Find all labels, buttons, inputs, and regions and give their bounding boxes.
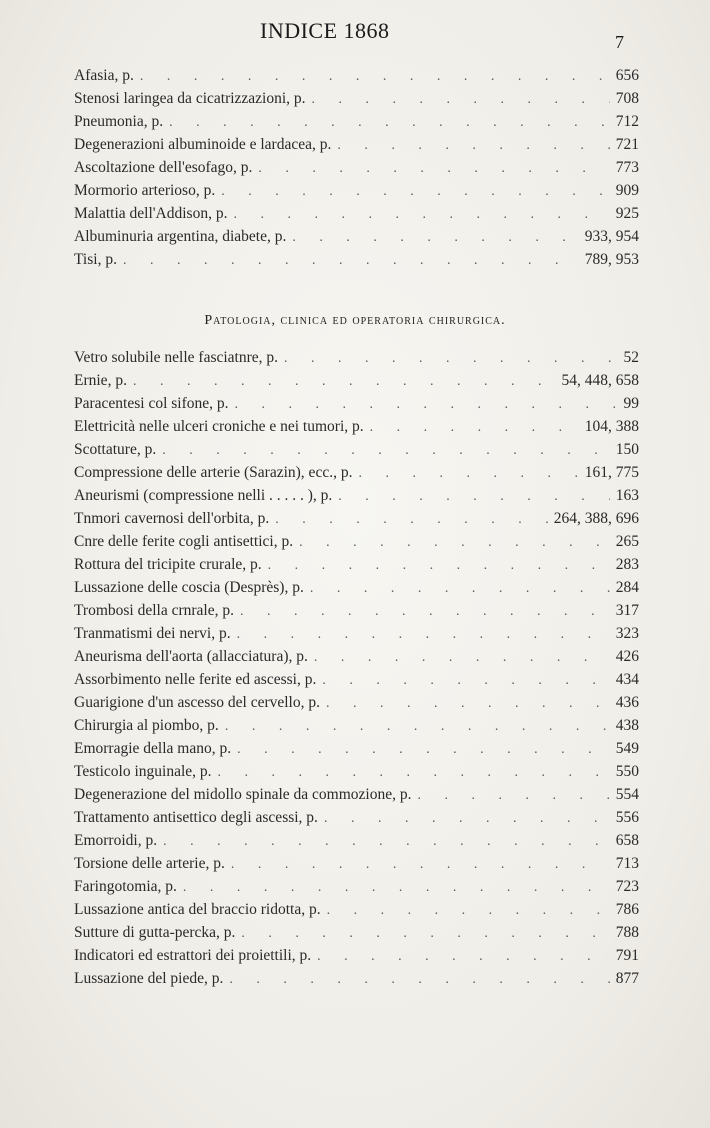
dot-leader: [258, 157, 609, 180]
entry-title: Guarigione d'un ascesso del cervello, p.: [74, 694, 320, 711]
page-references: 54, 448, 658: [561, 372, 639, 389]
entry-title: Rottura del tricipite crurale, p.: [74, 556, 262, 573]
entry-title: Tranmatismi dei nervi, p.: [74, 625, 231, 642]
dot-leader: [358, 462, 578, 485]
entry-title: Emorragie della mano, p.: [74, 740, 232, 757]
index-entry: [74, 438, 639, 461]
entry-title: Faringotomia, p.: [74, 878, 177, 895]
page-references: 786: [615, 901, 639, 918]
dot-leader: [218, 761, 610, 784]
entry-title: Lussazione antica del braccio ridotta, p.: [74, 901, 321, 918]
index-entry: [74, 806, 639, 829]
entry-title: Compressione delle arterie (Sarazin), ecc., p.: [74, 464, 353, 481]
page-references: 877: [615, 970, 639, 987]
index-entry: [74, 898, 639, 921]
entry-title: Pneumonia, p.: [74, 113, 164, 130]
dot-leader: [221, 180, 610, 203]
entry-title: Torsione delle arterie, p.: [74, 855, 225, 872]
index-entry: [74, 530, 639, 553]
dot-leader: [324, 807, 610, 830]
entry-title: Emorroidi, p.: [74, 832, 158, 849]
index-entry: [74, 507, 639, 530]
dot-leader: [123, 249, 579, 272]
page-header: [0, 18, 710, 52]
dot-leader: [312, 88, 610, 111]
dot-leader: [241, 922, 609, 945]
index-entry: [74, 484, 639, 507]
dot-leader: [162, 439, 610, 462]
index-list-medicine: [74, 64, 639, 271]
index-entry: [74, 225, 639, 248]
dot-leader: [322, 669, 609, 692]
entry-title: Tnmori cavernosi dell'orbita, p.: [74, 510, 270, 527]
page-references: 789, 953: [584, 251, 639, 268]
dot-leader: [326, 692, 610, 715]
index-entry: [74, 668, 639, 691]
dot-leader: [417, 784, 609, 807]
page-references: 550: [615, 763, 639, 780]
entry-title: Scottature, p.: [74, 441, 157, 458]
dot-leader: [327, 899, 610, 922]
dot-leader: [231, 853, 610, 876]
dot-leader: [268, 554, 610, 577]
entry-title: Vetro solubile nelle fasciatnre, p.: [74, 349, 279, 366]
dot-leader: [237, 738, 610, 761]
page-references: 549: [615, 740, 639, 757]
page-references: 161, 775: [584, 464, 639, 481]
entry-title: Trattamento antisettico degli ascessi, p.: [74, 809, 318, 826]
index-entry: [74, 599, 639, 622]
index-entry: [74, 967, 639, 990]
index-entry: [74, 110, 639, 133]
index-entry: [74, 133, 639, 156]
entry-title: Assorbimento nelle ferite ed ascessi, p.: [74, 671, 317, 688]
page-references: 264, 388, 696: [553, 510, 639, 527]
entry-title: Indicatori ed estrattori dei proiettili, p.: [74, 947, 312, 964]
entry-title: Paracentesi col sifone, p.: [74, 395, 229, 412]
page-references: 52: [623, 349, 639, 366]
page-references: 150: [615, 441, 639, 458]
index-entry: [74, 346, 639, 369]
index-entry: [74, 87, 639, 110]
index-entry: [74, 248, 639, 271]
entry-title: Chirurgia al piombo, p.: [74, 717, 219, 734]
section-heading: Patologia, clinica ed operatoria chirurgica.: [204, 313, 506, 328]
dot-leader: [183, 876, 610, 899]
page-references: 163: [615, 487, 639, 504]
index-entry: [74, 392, 639, 415]
entry-title: Elettricità nelle ulceri croniche e nei tumori, p.: [74, 418, 364, 435]
page-references: 265: [615, 533, 639, 550]
page-references: 909: [615, 182, 639, 199]
page-references: 713: [615, 855, 639, 872]
entry-title: Mormorio arterioso, p.: [74, 182, 216, 199]
page-references: 788: [615, 924, 639, 941]
dot-leader: [240, 600, 610, 623]
index-entry: [74, 875, 639, 898]
entry-title: Stenosi laringea da cicatrizzazioni, p.: [74, 90, 306, 107]
index-entry: [74, 714, 639, 737]
page-references: 933, 954: [584, 228, 639, 245]
index-entry: [74, 461, 639, 484]
index-entry: [74, 369, 639, 392]
entry-title: Ascoltazione dell'esofago, p.: [74, 159, 253, 176]
index-entry: [74, 829, 639, 852]
index-entry: [74, 415, 639, 438]
dot-leader: [133, 370, 556, 393]
page-references: 284: [615, 579, 639, 596]
page-references: 556: [615, 809, 639, 826]
page-references: 323: [615, 625, 639, 642]
dot-leader: [237, 623, 610, 646]
page-references: 656: [615, 67, 639, 84]
entry-title: Testicolo inguinale, p.: [74, 763, 212, 780]
entry-title: Sutture di gutta-percka, p.: [74, 924, 236, 941]
dot-leader: [140, 65, 610, 88]
index-entry: [74, 179, 639, 202]
dot-leader: [233, 203, 609, 226]
index-entry: [74, 921, 639, 944]
page-references: 99: [623, 395, 639, 412]
dot-leader: [299, 531, 610, 554]
page-references: 712: [615, 113, 639, 130]
index-entry: [74, 156, 639, 179]
entry-title: Degenerazione del midollo spinale da commozione, p.: [74, 786, 412, 803]
page-references: 438: [615, 717, 639, 734]
dot-leader: [337, 134, 609, 157]
page-references: 436: [615, 694, 639, 711]
index-entry: [74, 576, 639, 599]
page-references: 434: [615, 671, 639, 688]
entry-title: Afasia, p.: [74, 67, 134, 84]
page-number: 7: [615, 32, 624, 52]
entry-title: Aneurismi (compressione nelli . . . . . ), p.: [74, 487, 333, 504]
index-entry: [74, 760, 639, 783]
page-references: 283: [615, 556, 639, 573]
index-entry: [74, 737, 639, 760]
index-entry: [74, 622, 639, 645]
page-references: 104, 388: [584, 418, 639, 435]
page-references: 773: [615, 159, 639, 176]
dot-leader: [292, 226, 578, 249]
dot-leader: [370, 416, 579, 439]
index-entry: [74, 64, 639, 87]
entry-title: Trombosi della crnrale, p.: [74, 602, 234, 619]
dot-leader: [338, 485, 609, 508]
entry-title: Aneurisma dell'aorta (allacciatura), p.: [74, 648, 308, 665]
index-list-surgery: [74, 346, 639, 990]
entry-title: Malattia dell'Addison, p.: [74, 205, 228, 222]
index-entry: [74, 202, 639, 225]
page-references: 708: [615, 90, 639, 107]
page-references: 554: [615, 786, 639, 803]
running-title: INDICE 1868: [260, 18, 390, 43]
dot-leader: [169, 111, 610, 134]
entry-title: Lussazione del piede, p.: [74, 970, 224, 987]
dot-leader: [229, 968, 609, 991]
entry-title: Lussazione delle coscia (Desprès), p.: [74, 579, 304, 596]
dot-leader: [235, 393, 618, 416]
index-entry: [74, 553, 639, 576]
dot-leader: [225, 715, 610, 738]
page-references: 658: [615, 832, 639, 849]
entry-title: Degenerazioni albuminoide e lardacea, p.: [74, 136, 332, 153]
dot-leader: [314, 646, 610, 669]
page-references: 426: [615, 648, 639, 665]
index-entry: [74, 645, 639, 668]
index-entry: [74, 691, 639, 714]
dot-leader: [310, 577, 610, 600]
index-entry: [74, 852, 639, 875]
dot-leader: [317, 945, 610, 968]
entry-title: Ernie, p.: [74, 372, 127, 389]
page-references: 317: [615, 602, 639, 619]
index-entry: [74, 944, 639, 967]
entry-title: Albuminuria argentina, diabete, p.: [74, 228, 287, 245]
page-references: 791: [615, 947, 639, 964]
entry-title: Tisi, p.: [74, 251, 117, 268]
dot-leader: [284, 347, 617, 370]
page-references: 721: [615, 136, 639, 153]
dot-leader: [163, 830, 610, 853]
entry-title: Cnre delle ferite cogli antisettici, p.: [74, 533, 294, 550]
index-entry: [74, 783, 639, 806]
page-references: 925: [615, 205, 639, 222]
page-references: 723: [615, 878, 639, 895]
dot-leader: [275, 508, 548, 531]
